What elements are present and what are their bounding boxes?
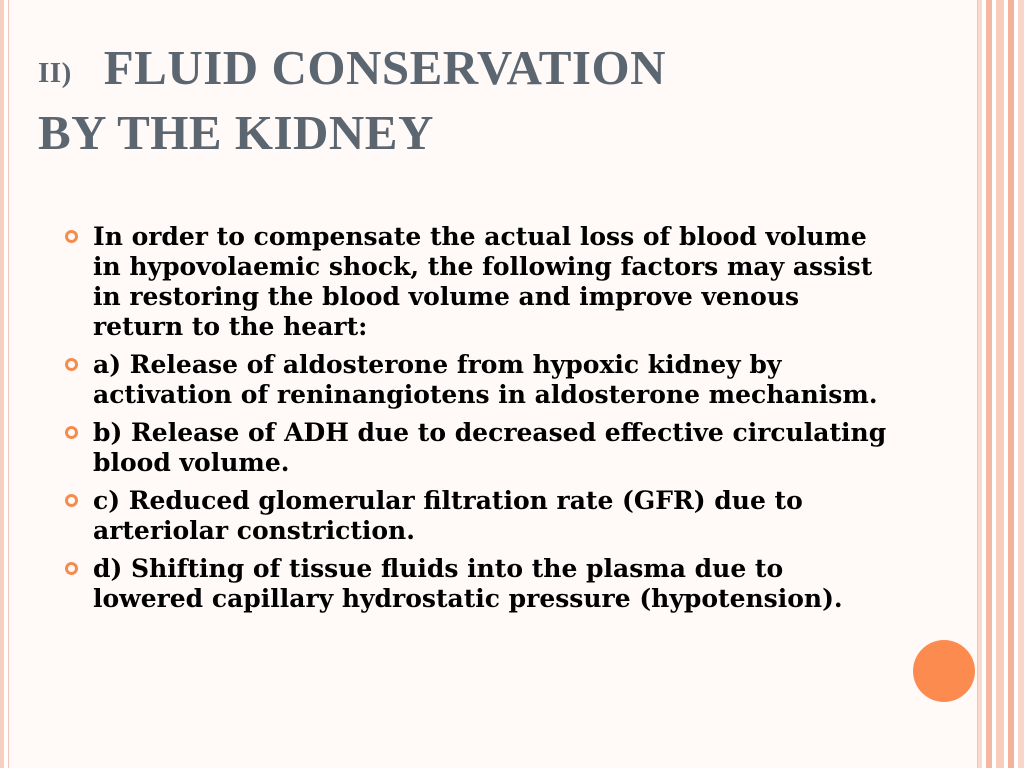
bullet-text: a) Release of aldosterone from hypoxic kidney by activation of reninangiotens in aldosterone mechanism. [93,350,878,409]
bullet-text: In order to compensate the actual loss of blood volume in hypovolaemic shock, the following factors may assist in restoring the blood volume and improve venous return to the heart: [93,222,873,341]
circle-bullet-icon [65,426,78,439]
right-stripe [978,0,982,768]
bullet-item [64,554,894,614]
section-number: II) [38,57,72,89]
bullet-list [64,222,894,622]
bullet-text: b) Release of ADH due to decreased effective circulating blood volume. [93,418,887,477]
slide-title [38,38,938,163]
bullet-item [64,486,894,546]
circle-bullet-icon [65,494,78,507]
bullet-item [64,222,894,342]
bullet-text: d) Shifting of tissue fluids into the plasma due to lowered capillary hydrostatic pressure (hypotension). [93,554,843,613]
title-text-1: FLUID CONSERVATION [103,40,666,95]
right-stripe [1008,0,1014,768]
title-line-2: BY THE KIDNEY [38,105,434,160]
bullet-item [64,350,894,410]
bullet-text: c) Reduced glomerular filtration rate (GFR) due to arteriolar constriction. [93,486,803,545]
bullet-item [64,418,894,478]
right-stripe [996,0,1004,768]
circle-bullet-icon [65,562,78,575]
left-edge-stripe [0,0,4,768]
orange-circle-decoration [913,640,975,702]
right-stripe [986,0,992,768]
title-line-1 [38,38,938,103]
circle-bullet-icon [65,358,78,371]
circle-bullet-icon [65,230,78,243]
right-stripe [1018,0,1024,768]
